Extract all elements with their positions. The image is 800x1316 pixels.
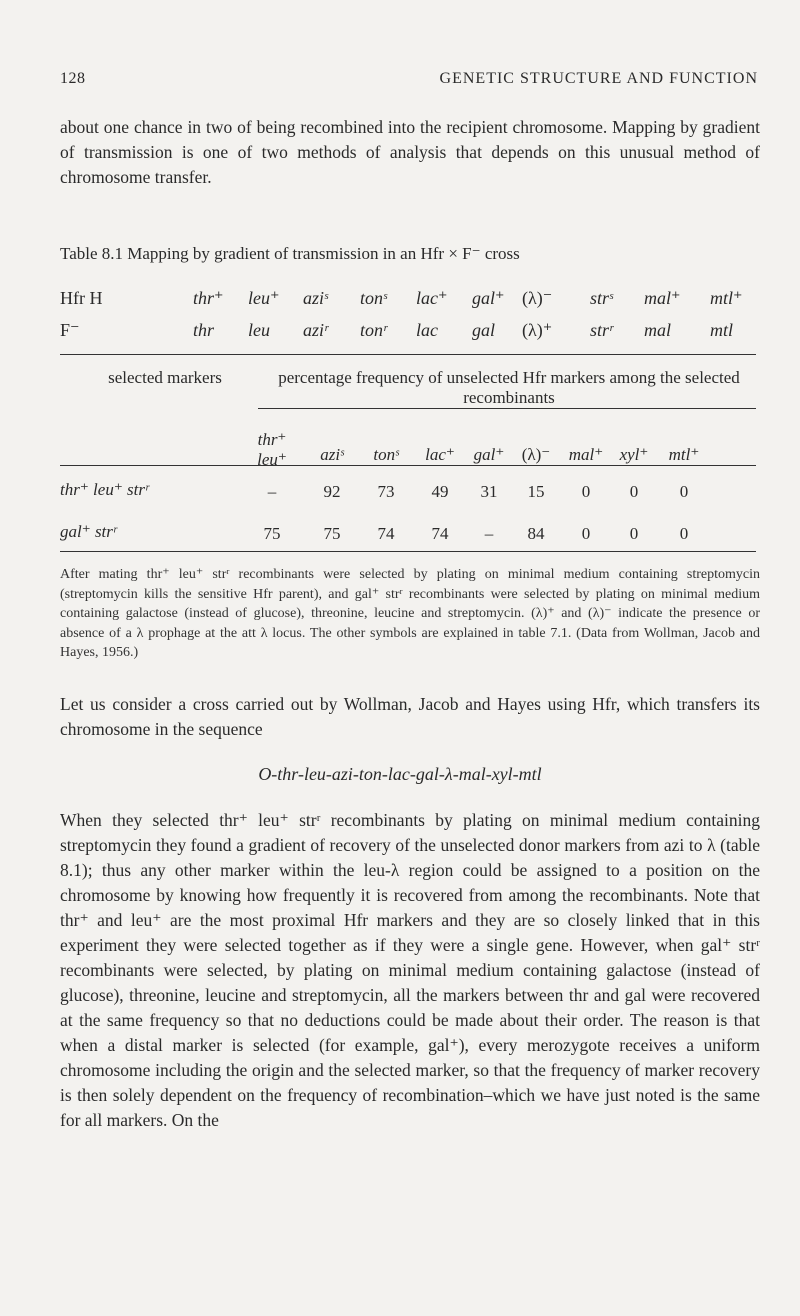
table-cell: 74 — [431, 524, 449, 543]
column-header: mtl⁺ — [668, 445, 700, 464]
f-marker: mal — [644, 320, 671, 340]
table-caption: Table 8.1 Mapping by gradient of transmission in an Hfr × F⁻ cross — [60, 244, 520, 263]
hfr-marker: lac⁺ — [416, 288, 448, 308]
f-genotype-row — [60, 320, 780, 352]
table-top-rule — [60, 354, 756, 355]
row-label: thr⁺ leu⁺ strʳ — [60, 480, 149, 499]
table-cell: 15 — [527, 482, 545, 501]
header-percentage: percentage frequency of unselected Hfr markers among the selected recombinants — [278, 368, 740, 407]
table-footnote: After mating thr⁺ leu⁺ strʳ recombinants were selected by plating on minimal medium containing streptomycin (streptomycin kills the sensitive Hfr parent), and gal⁺ strʳ recombinants were selected by plating on minimal medium containing galactose (instead of glucose), threonine, leucine and streptomycin. (λ)⁺ and (λ)⁻ indicate the presence or absence of a λ prophage at the att λ locus. The other symbols are explained in table 7.1. (Data from Wollman, Jacob and Hayes, 1956.) — [60, 567, 760, 660]
running-title: GENETIC STRUCTURE AND FUNCTION — [439, 70, 758, 87]
hfr-marker: tonˢ — [360, 288, 387, 308]
f-marker: gal — [472, 320, 496, 340]
table-cell: 0 — [629, 482, 639, 501]
table-cell: 31 — [480, 482, 498, 501]
paragraph-intro: about one chance in two of being recombined into the recipient chromosome. Mapping by gradient of transmission is one of two methods of analysis that depends on this unusual method of chromosome transfer. — [60, 117, 760, 187]
table-cell: 73 — [377, 482, 395, 501]
f-marker: aziʳ — [303, 320, 329, 340]
column-header: lac⁺ — [425, 445, 455, 464]
table-cell: 84 — [527, 524, 545, 543]
f-marker: lac — [416, 320, 438, 340]
table-cell: 75 — [263, 524, 281, 543]
header-selected-markers: selected markers — [108, 368, 222, 387]
hfr-label: Hfr H — [60, 288, 103, 308]
f-marker: thr — [193, 320, 215, 340]
f-marker: leu — [248, 320, 270, 340]
hfr-marker: gal⁺ — [472, 288, 505, 308]
table-cell: 49 — [431, 482, 449, 501]
column-header: (λ)⁻ — [521, 445, 551, 464]
f-marker: tonʳ — [360, 320, 387, 340]
f-marker: mtl — [710, 320, 734, 340]
table-cell: – — [267, 482, 277, 501]
f-label: F⁻ — [60, 320, 80, 340]
column-header: thr⁺ leu⁺ — [257, 430, 287, 469]
hfr-marker: (λ)⁻ — [522, 288, 553, 308]
table-cell: 0 — [679, 482, 689, 501]
page-number: 128 — [60, 70, 86, 87]
table-cell: 0 — [679, 524, 689, 543]
table-cell: 0 — [581, 482, 591, 501]
column-header: aziˢ — [320, 445, 344, 464]
table-cell: 92 — [323, 482, 341, 501]
table-cell: 0 — [581, 524, 591, 543]
hfr-marker: mal⁺ — [644, 288, 681, 308]
hfr-genotype-row — [60, 288, 780, 320]
row-label: gal⁺ strʳ — [60, 522, 117, 541]
hfr-marker: leu⁺ — [248, 288, 280, 308]
column-header: mal⁺ — [568, 445, 604, 464]
transfer-sequence: O-thr-leu-azi-ton-lac-gal-λ-mal-xyl-mtl — [258, 764, 542, 784]
column-header: xyl⁺ — [619, 445, 649, 464]
header-sub-rule — [258, 408, 756, 409]
hfr-marker: strˢ — [590, 288, 613, 308]
paragraph-cross: Let us consider a cross carried out by Wollman, Jacob and Hayes using Hfr, which transfers its chromosome in the sequence — [60, 694, 760, 739]
hfr-marker: aziˢ — [303, 288, 328, 308]
f-marker: (λ)⁺ — [522, 320, 553, 340]
table-cell: 75 — [323, 524, 341, 543]
hfr-marker: mtl⁺ — [710, 288, 743, 308]
table-cell: – — [484, 524, 494, 543]
paragraph-discussion: When they selected thr⁺ leu⁺ strʳ recombinants by plating on minimal medium containing streptomycin they found a gradient of recovery of the unselected donor markers from azi to λ (table 8.1); thus any other marker within the leu-λ region could be assigned to a position on the chromosome by knowing how frequently it is recovered from among the recombinants. Note that thr⁺ and leu⁺ are the most proximal Hfr markers and they are so closely linked that in this experiment they were selected together as if they were a single gene. However, when gal⁺ strʳ recombinants were selected, by plating on minimal medium containing galactose (instead of glucose), threonine, leucine and streptomycin, all the markers between thr and gal were recovered at the same frequency so that no deductions could be made about their order. The reason is that when a distal marker is selected (for example, gal⁺), every merozygote receives a uniform chromosome including the origin and the selected marker, so that the frequency of marker recovery is then solely dependent on the frequency of recombination–which we have just noted is the same for all markers. On the — [60, 810, 760, 1130]
header-bottom-rule — [60, 465, 756, 466]
table-bottom-rule — [60, 551, 756, 552]
column-header: tonˢ — [373, 445, 399, 464]
table-cell: 0 — [629, 524, 639, 543]
running-header — [60, 70, 758, 94]
f-marker: strʳ — [590, 320, 614, 340]
hfr-marker: thr⁺ — [193, 288, 224, 308]
table-cell: 74 — [377, 524, 395, 543]
column-header: gal⁺ — [473, 445, 505, 464]
